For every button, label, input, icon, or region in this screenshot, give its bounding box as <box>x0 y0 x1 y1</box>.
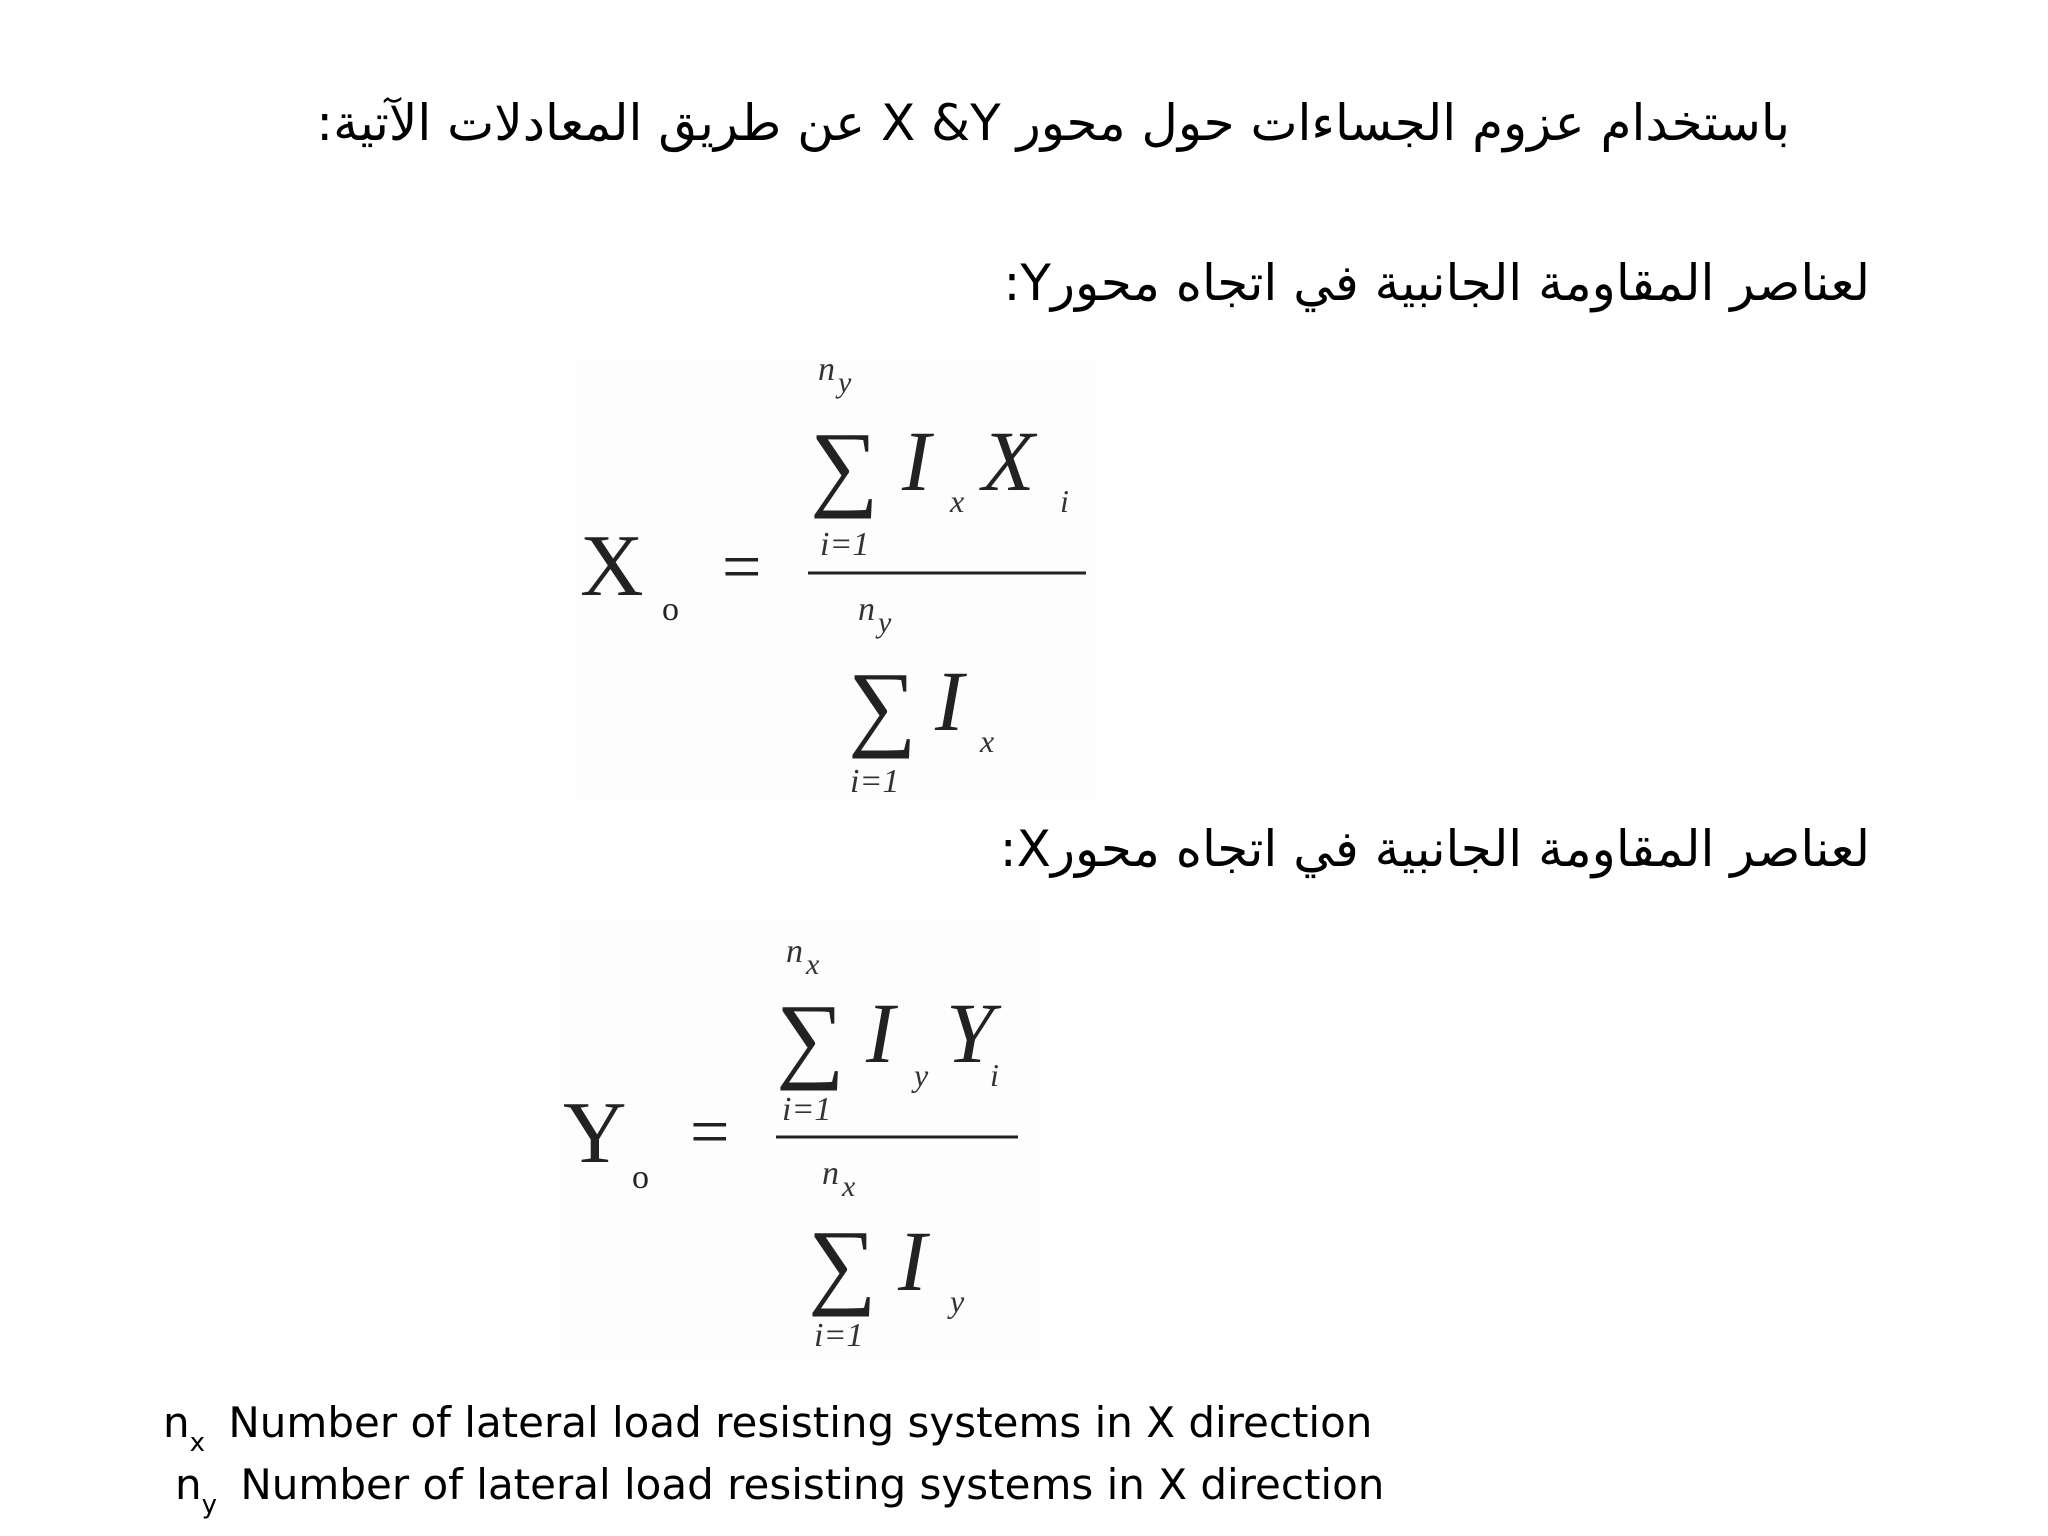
eq-y-den-lower-limit: i=1 <box>814 1317 864 1354</box>
eq-x-num-term2: X <box>982 413 1035 509</box>
eq-x-num-term1: I <box>902 413 931 509</box>
eq-y-num-term1: I <box>866 985 895 1081</box>
page-heading: باستخدام عزوم الجساءات حول محور X &Y عن طريق المعادلات الآتية: <box>316 94 1790 152</box>
eq-x-den-upper-limit-sub: y <box>878 606 892 639</box>
eq-y-num-upper-limit: n <box>786 933 803 970</box>
eq-y-num-sigma: ∑ <box>776 984 845 1091</box>
eq-y-num-term2-sub: i <box>990 1057 999 1093</box>
eq-y-num-term1-sub: y <box>914 1057 929 1093</box>
eq-x-num-term1-sub: x <box>950 483 965 519</box>
legend-ny <box>175 1460 1385 1520</box>
eq-y-num-term2: Y <box>946 985 994 1081</box>
eq-x-num-lower-limit: i=1 <box>820 526 870 563</box>
eq-y-lhs: Y <box>563 1085 627 1182</box>
legend-nx-text: Number of lateral load resisting systems in X direction <box>228 1398 1373 1447</box>
legend-nx-symbol: $n_x$ <box>163 1398 206 1458</box>
eq-x-den-upper-limit: n <box>858 591 875 628</box>
subheading-x-axis: لعناصر المقاومة الجانبية في اتجاه محورX: <box>999 820 1870 878</box>
eq-x-den-term-sub: x <box>980 723 995 759</box>
eq-y-num-lower-limit: i=1 <box>782 1091 832 1128</box>
eq-x-den-lower-limit: i=1 <box>850 763 900 800</box>
eq-y-den-sigma: ∑ <box>808 1210 877 1317</box>
eq-x-den-sigma: ∑ <box>848 652 917 759</box>
eq-y-den-term-sub: y <box>950 1283 965 1319</box>
eq-y-num-upper-limit-sub: x <box>806 948 820 981</box>
eq-y-equals: = <box>690 1094 730 1171</box>
eq-y-lhs-sub: o <box>632 1159 649 1196</box>
legend-ny-text: Number of lateral load resisting systems in X direction <box>240 1460 1385 1509</box>
eq-x-equals: = <box>722 529 762 606</box>
eq-x-num-upper-limit-sub: y <box>838 366 852 399</box>
eq-x-lhs-sub: o <box>662 591 679 628</box>
eq-x-num-upper-limit: n <box>818 351 835 388</box>
legend-ny-symbol: $n_y$ <box>175 1460 218 1520</box>
eq-y-den-upper-limit-sub: x <box>842 1170 856 1203</box>
legend-nx <box>163 1398 1373 1458</box>
eq-x-den-term: I <box>935 653 964 749</box>
eq-x-lhs: X <box>580 518 644 615</box>
eq-y-den-upper-limit: n <box>822 1155 839 1192</box>
eq-x-num-sigma: ∑ <box>810 412 879 519</box>
subheading-y-axis: لعناصر المقاومة الجانبية في اتجاه محورY: <box>1003 254 1870 312</box>
eq-y-den-term: I <box>898 1213 927 1309</box>
eq-x-num-term2-sub: i <box>1060 483 1069 519</box>
